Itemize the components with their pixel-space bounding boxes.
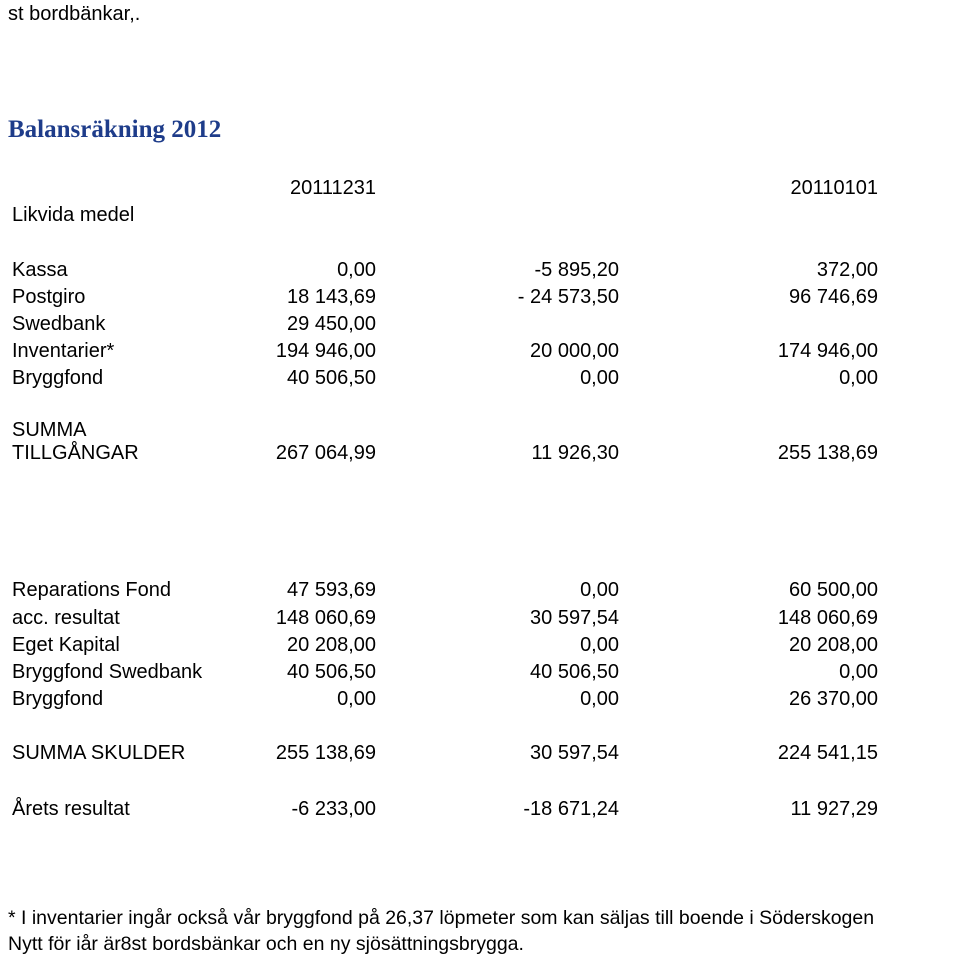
value-cell: 11 927,29 — [790, 798, 878, 820]
row-label: Kassa — [12, 259, 68, 281]
value-cell: 0,00 — [337, 688, 376, 710]
value-cell: 0,00 — [580, 579, 619, 601]
row-label: Årets resultat — [12, 798, 130, 820]
value-cell: 255 138,69 — [275, 742, 376, 764]
value-cell: 0,00 — [839, 661, 878, 683]
value-cell: 267 064,99 — [275, 442, 376, 464]
value-cell: 40 506,50 — [287, 661, 376, 683]
value-cell: 26 370,00 — [789, 688, 878, 710]
value-cell: 47 593,69 — [287, 579, 376, 601]
footnote-inventarier: * I inventarier ingår också vår bryggfond på 26,37 löpmeter som kan säljas till boende i Söderskogen — [8, 907, 875, 929]
row-label: Eget Kapital — [12, 634, 120, 656]
row-label: Bryggfond Swedbank — [12, 661, 203, 683]
value-cell: 40 506,50 — [530, 661, 619, 683]
row-label: Postgiro — [12, 286, 86, 308]
value-cell: 148 060,69 — [275, 607, 376, 629]
row-label: Inventarier* — [12, 340, 115, 362]
footnote-nytt: Nytt för iår är8st bordsbänkar och en ny sjösättningsbrygga. — [8, 933, 524, 955]
value-cell: -5 895,20 — [534, 259, 619, 281]
value-cell: 40 506,50 — [287, 367, 376, 389]
value-cell: 255 138,69 — [777, 442, 878, 464]
value-cell: 372,00 — [816, 259, 878, 281]
top-text-fragment: st bordbänkar,. — [8, 3, 141, 25]
value-cell: 0,00 — [337, 259, 376, 281]
value-cell: 30 597,54 — [530, 607, 619, 629]
value-cell: 60 500,00 — [789, 579, 878, 601]
value-cell: 0,00 — [580, 367, 619, 389]
value-cell: 0,00 — [580, 688, 619, 710]
value-cell: 29 450,00 — [287, 313, 376, 335]
value-cell: 20 208,00 — [789, 634, 878, 656]
row-label: Bryggfond — [12, 367, 104, 389]
value-cell: 20 000,00 — [530, 340, 619, 362]
value-cell: 0,00 — [580, 634, 619, 656]
value-cell: 30 597,54 — [530, 742, 619, 764]
value-cell: -6 233,00 — [291, 798, 376, 820]
value-cell: 194 946,00 — [275, 340, 376, 362]
value-cell: 224 541,15 — [777, 742, 878, 764]
value-cell: - 24 573,50 — [517, 286, 619, 308]
section-label-likvida-medel: Likvida medel — [12, 204, 135, 226]
row-label: SUMMA — [12, 419, 87, 441]
value-cell: 148 060,69 — [777, 607, 878, 629]
value-cell: 11 926,30 — [531, 442, 619, 464]
row-label: TILLGÅNGAR — [12, 442, 139, 464]
value-cell: 96 746,69 — [789, 286, 878, 308]
value-cell: -18 671,24 — [523, 798, 619, 820]
column-header-20111231: 20111231 — [289, 177, 376, 199]
row-label: Bryggfond — [12, 688, 104, 710]
page-title: Balansräkning 2012 — [8, 116, 222, 143]
value-cell: 18 143,69 — [287, 286, 376, 308]
row-label: Reparations Fond — [12, 579, 171, 601]
row-label: SUMMA SKULDER — [12, 742, 186, 764]
row-label: Swedbank — [12, 313, 106, 335]
value-cell: 0,00 — [839, 367, 878, 389]
value-cell: 174 946,00 — [777, 340, 878, 362]
row-label: acc. resultat — [12, 607, 120, 629]
column-header-20110101: 20110101 — [790, 177, 878, 199]
value-cell: 20 208,00 — [287, 634, 376, 656]
